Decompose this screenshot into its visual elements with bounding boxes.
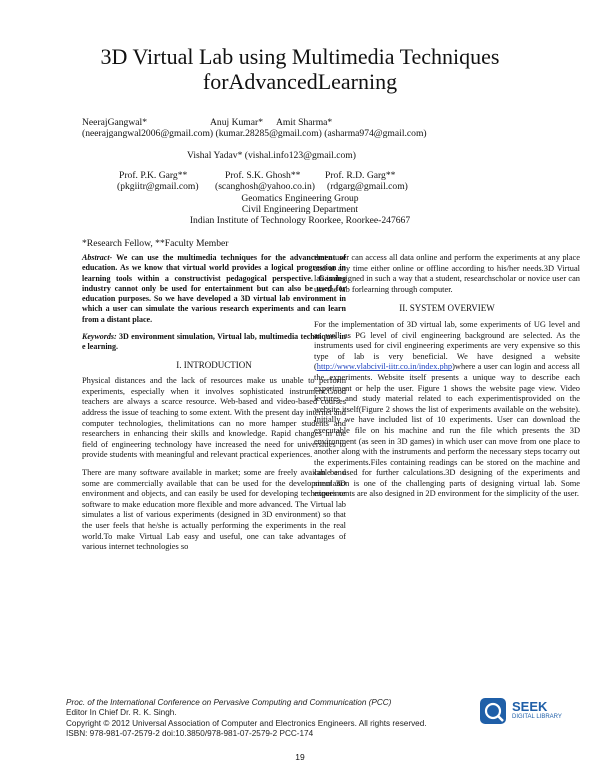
title-line-2: forAdvancedLearning bbox=[202, 69, 398, 94]
left-column bbox=[82, 253, 346, 560]
prof-ghosh: Prof. S.K. Ghosh** bbox=[225, 170, 301, 181]
prof-email-1: (pkgiitr@gmail.com) bbox=[117, 181, 199, 192]
right-column bbox=[314, 253, 580, 507]
affiliation-institute: Indian Institute of Technology Roorkee, Roorkee-247667 bbox=[189, 215, 411, 226]
footer bbox=[66, 698, 427, 740]
logo-sub-text: DIGITAL LIBRARY bbox=[512, 714, 562, 720]
abstract-label: Abstract- bbox=[82, 253, 113, 262]
role-note: *Research Fellow, **Faculty Member bbox=[82, 238, 229, 249]
prof-garg-pk: Prof. P.K. Garg** bbox=[119, 170, 188, 181]
seek-logo bbox=[478, 696, 568, 732]
author-emails: (neerajgangwal2006@gmail.com) (kumar.28285@gmail.com) (asharma974@gmail.com) bbox=[82, 128, 427, 139]
logo-main-text: SEEK bbox=[512, 699, 548, 714]
intro-paragraph-1: Physical distances and the lack of resources make us unable to perform experiments, especially when it involves sophisticated instrument.Good teachers are always a scarce resource. Web-based and video-based courses address the issue of teaching to some extent. With the present day internet and computer technologies, thelimitations can no more hamper students and researchers in enhancing their skills and knowledge. Rapid changes in the field of engineering technology have increased the need for universities to provide students with meaningful and relevant practical experiences. bbox=[82, 376, 346, 460]
paper-title bbox=[0, 44, 600, 94]
introduction-heading: I. INTRODUCTION bbox=[176, 359, 252, 370]
intro-paragraph-2: There are many software available in market; some are freely available and some are commercially available that can be used for the development 3D environment and objects, and can easily be used for developing techniques or software to make education more flexible and more advanced. The Virtual lab simulates a list of various experiments (designed in 3D environment) so that the user feels that he/she is actually performing the experiments in the real world.To make Virtual Lab easy and useful, one can take advantages of various internet technologies so bbox=[82, 468, 346, 552]
author-amit: Amit Sharma* bbox=[276, 117, 333, 128]
abstract-text: We can use the multimedia techniques for the advancement of education. As we know that virtual world provides a logical progression in learning tools within a constructivist pedagogical perspective. Gaming industry cannot only be used for entertainment but can also be used for education purposes. So we have developed a 3D virtual lab environment in which a user can simulate the various research experiments and can learn from a distant place. bbox=[82, 253, 346, 324]
abstract bbox=[82, 253, 346, 325]
title-line-1: 3D Virtual Lab using Multimedia Techniques bbox=[100, 44, 500, 69]
affiliation-group: Geomatics Engineering Group bbox=[241, 193, 359, 204]
prof-email-2: (scanghosh@yahoo.co.in) bbox=[215, 181, 315, 192]
website-link[interactable]: http://www.vlabcivil-iitr.co.in/index.php bbox=[316, 362, 453, 372]
sys-text-1: For the implementation of 3D virtual lab, some experiments of UG level and as well as PG level of civil engineering background are selected. As the instruments used for civil engineering experiments are very expensive so this type of lab is very beneficial. We have designed a website ( bbox=[314, 319, 580, 372]
prof-email-3: (rdgarg@gmail.com) bbox=[327, 181, 408, 192]
system-overview-heading: II. SYSTEM OVERVIEW bbox=[399, 303, 495, 314]
author-anuj: Anuj Kumar* bbox=[210, 117, 264, 128]
affiliation-department: Civil Engineering Department bbox=[241, 204, 359, 215]
keywords-label: Keywords: bbox=[82, 332, 117, 342]
keywords bbox=[82, 332, 346, 353]
page-number: 19 bbox=[295, 752, 305, 762]
footer-editor: Editor In Chief Dr. R. K. Singh. bbox=[66, 708, 177, 718]
keywords-text: 3D environment simulation, Virtual lab, multimedia techniques in e learning. bbox=[82, 332, 346, 352]
footer-isbn: ISBN: 978-981-07-2579-2 doi:10.3850/978-981-07-2579-2 PCC-174 bbox=[66, 729, 314, 739]
sys-text-2: )where a user can login and access all the experiments. Website itself presents a unique way to describe each experiment or help the user. Figure 1 shows the website page view. Video lectures and study material related to each experimentisprovided on the website itself(Figure 2 shows the list of experiments available on the website). Initially we have included list of 10 experiments. User can download the executable file on his machine and run the file which presents the 3D environment (as seen in 3D games) in which user can move from one place to another along with the instruments and perform the necessary steps tocarry out the experiments.Files containing readings can be stored on the machine and can be used for further calculations.3D designing of the experiments and simulation is one of the challenging parts of designing virtual lab. Some experiments are also designed in 2D environment for the simplicity of the user. bbox=[314, 362, 580, 499]
footer-proc: Proc. of the International Conference on Pervasive Computing and Communication (PCC) bbox=[66, 698, 392, 707]
prof-garg-rd: Prof. R.D. Garg** bbox=[325, 170, 396, 181]
system-overview-paragraph bbox=[314, 320, 580, 500]
footer-copyright: Copyright © 2012 Universal Association of Computer and Electronics Engineers. All rights reserved. bbox=[66, 718, 427, 728]
author-vishal: Vishal Yadav* (vishal.info123@gmail.com) bbox=[187, 150, 356, 161]
continued-paragraph: that a user can access all data online and perform the experiments at any place and at any time either online or offline according to his/her needs.3D Virtual lab is designed in such a way that a student, researchscholar or novice user can use the lab forlearning through computer. bbox=[314, 253, 580, 294]
author-neeraj: NeerajGangwal* bbox=[82, 117, 147, 128]
